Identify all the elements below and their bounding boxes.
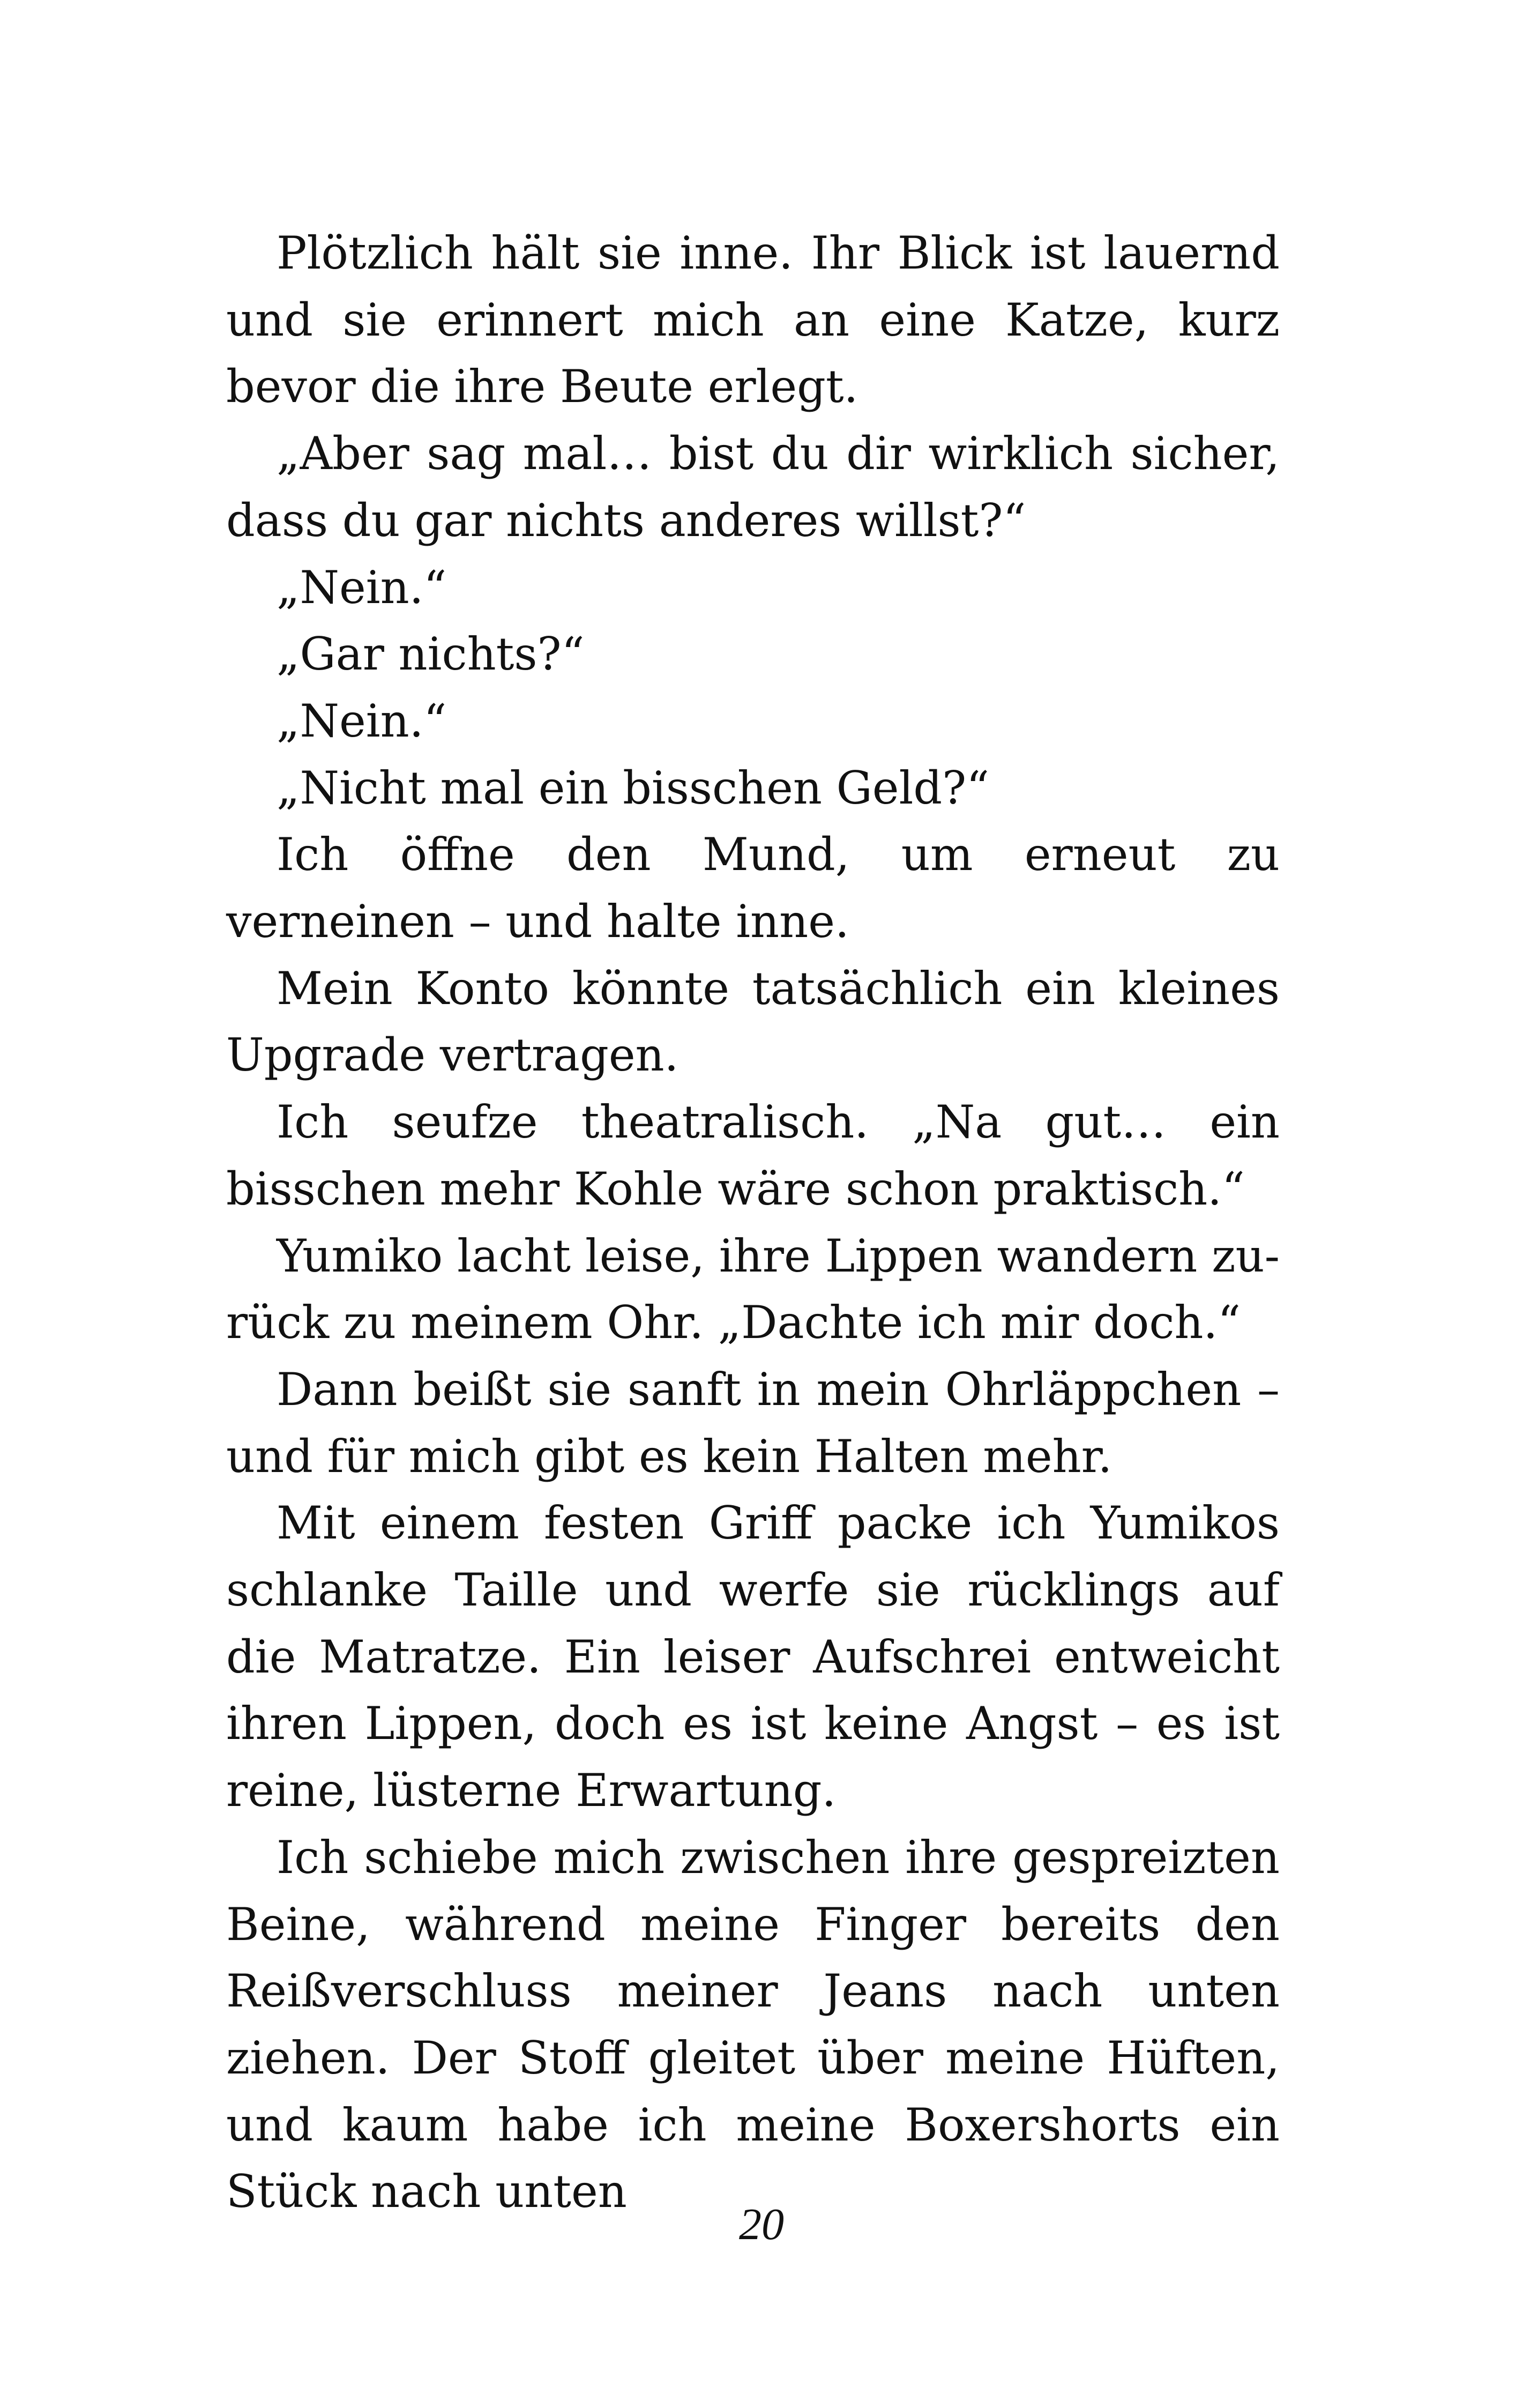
page-number: 20 [739,2199,784,2249]
paragraph: Dann beißt sie sanft in mein Ohrläppchen – und für mich gibt es kein Halten mehr. [226,1363,1280,1483]
paragraph: Yumiko lacht leise, ihre Lippen wandern zurück zu meinem Ohr. „Dachte ich mir doch.“ [226,1229,1280,1349]
paragraph: „Nein.“ [277,694,447,747]
paragraph: Mit einem festen Griff packe ich Yumikos schlanke Taille und werfe sie rücklings auf die Matratze. Ein leiser Aufschrei entweicht ihren Lippen, doch es ist keine Angst – es ist reine, lüsterne Erwartung. [226,1497,1280,1817]
paragraph: „Gar nichts?“ [277,628,585,681]
paragraph-continued: Ich schiebe mich zwischen ihre gespreizten Beine, während meine Finger bereits den Reißverschluss meiner Jeans nach unten ziehen. Der Stoff gleitet über meine Hüften, und kaum habe ich meine Boxershorts ein Stück nach unten [226,1831,1280,2218]
paragraph: Mein Konto könnte tatsächlich ein kleines Upgrade vertragen. [226,962,1280,1082]
paragraph: Ich seufze theatralisch. „Na gut… ein bisschen mehr Kohle wäre schon praktisch.“ [226,1096,1280,1215]
paragraph: Ich öffne den Mund, um erneut zu verneinen – und halte inne. [226,828,1280,948]
paragraph: „Nicht mal ein bisschen Geld?“ [277,761,990,814]
paragraph: „Aber sag mal… bist du dir wirklich sicher, dass du gar nichts anderes willst?“ [226,427,1280,547]
body-text [226,220,1280,2225]
paragraph: Plötzlich hält sie inne. Ihr Blick ist lauernd und sie erinnert mich an eine Katze, kurz bevor die ihre Beute erlegt. [226,227,1280,413]
paragraph: „Nein.“ [277,561,447,614]
